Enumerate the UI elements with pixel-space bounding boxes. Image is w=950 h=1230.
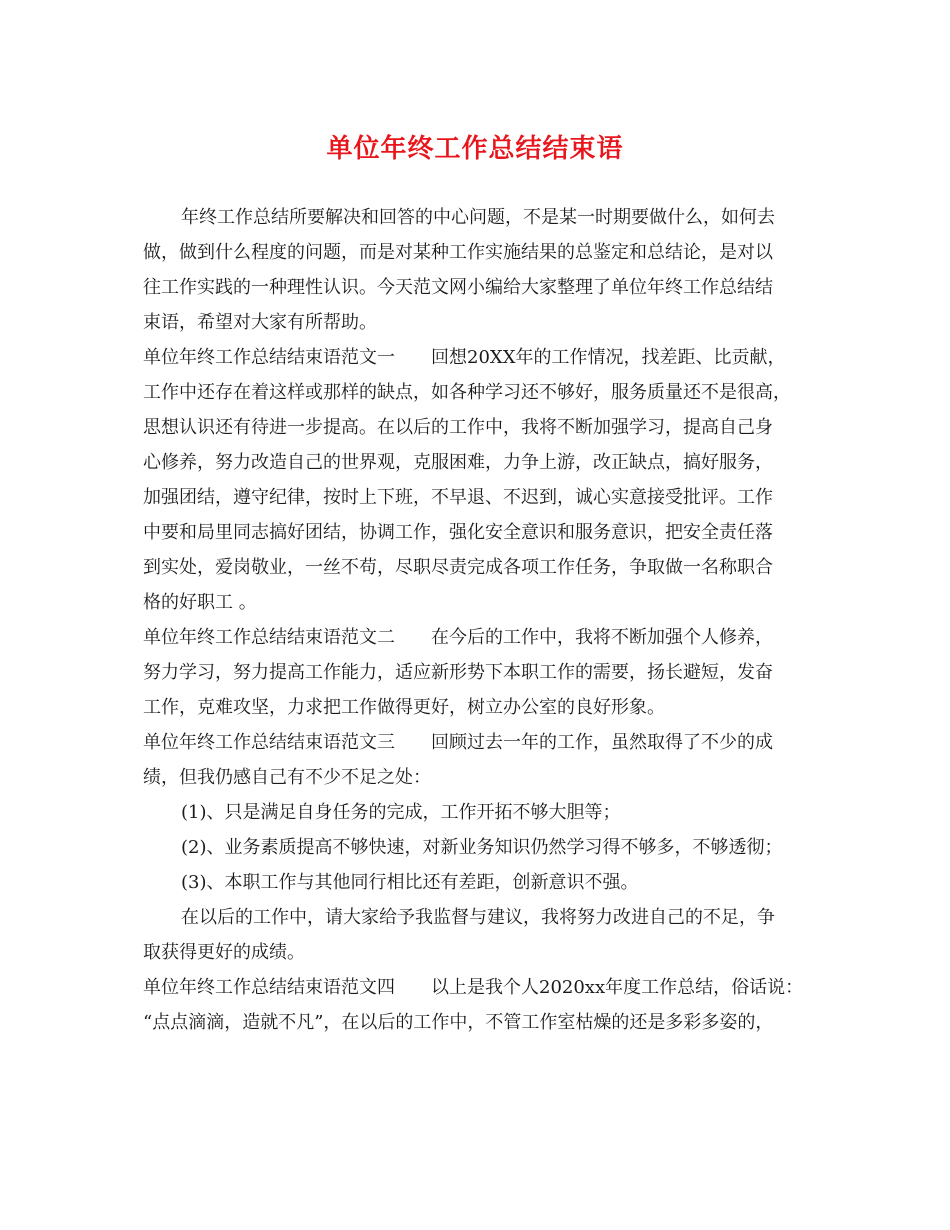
list-item: (3)、本职工作与其他同行相比还有差距，创新意识不强。: [181, 872, 639, 893]
text-line: 格的好职工 。: [143, 592, 257, 613]
text-line: 工作中还存在着这样或那样的缺点，如各种学习还不够好，服务质量还不是很高，: [143, 382, 791, 403]
text-line: 往工作实践的一种理性认识。今天范文网小编给大家整理了单位年终工作总结结: [143, 277, 773, 298]
text-line: 束语，希望对大家有所帮助。: [143, 312, 377, 333]
section-text: 在今后的工作中，我将不断加强个人修养，: [431, 627, 773, 648]
text-line: 做，做到什么程度的问题，而是对某种工作实施结果的总鉴定和总结论，是对以: [143, 242, 773, 263]
document-title: 单位年终工作总结结束语: [326, 134, 624, 164]
section-text: 回顾过去一年的工作，虽然取得了不少的成: [431, 732, 773, 753]
section-heading: 单位年终工作总结结束语范文一: [143, 347, 395, 368]
section-heading: 单位年终工作总结结束语范文四: [143, 977, 395, 998]
section-text: 以上是我个人2020xx年度工作总结，俗话说：: [431, 977, 804, 998]
list-item: (2)、业务素质提高不够快速，对新业务知识仍然学习得不够多，不够透彻；: [181, 837, 783, 858]
text-line: 取获得更好的成绩。: [143, 942, 305, 963]
text-line: 心修养，努力改造自己的世界观，克服困难，力争上游，改正缺点，搞好服务，: [143, 452, 773, 473]
text-line: 加强团结，遵守纪律，按时上下班，不早退、不迟到，诚心实意接受批评。工作: [143, 487, 773, 508]
text-line: 努力学习，努力提高工作能力，适应新形势下本职工作的需要，扬长避短，发奋: [143, 662, 773, 683]
section-heading: 单位年终工作总结结束语范文三: [143, 732, 395, 753]
text-line: 工作，克难攻坚，力求把工作做得更好，树立办公室的良好形象。: [143, 697, 665, 718]
text-line: 到实处，爱岗敬业，一丝不苟，尽职尽责完成各项工作任务，争取做一名称职合: [143, 557, 773, 578]
section-line: [143, 731, 773, 755]
section-line: [143, 346, 786, 370]
section-line: [143, 626, 773, 650]
list-item: (1)、只是满足自身任务的完成，工作开拓不够大胆等；: [181, 802, 621, 823]
section-text: 回想20XX年的工作情况，找差距、比贡献，: [431, 347, 786, 368]
text-line: 绩，但我仍感自己有不少不足之处：: [143, 767, 431, 788]
text-line: 在以后的工作中，请大家给予我监督与建议，我将努力改进自己的不足，争: [181, 907, 775, 928]
text-line: 中要和局里同志搞好团结，协调工作，强化安全意识和服务意识，把安全责任落: [143, 522, 773, 543]
text-line: “点点滴滴，造就不凡”，在以后的工作中，不管工作室枯燥的还是多彩多姿的，: [143, 1012, 774, 1033]
section-line: [143, 976, 803, 1000]
text-line: 思想认识还有待进一步提高。在以后的工作中，我将不断加强学习，提高自己身: [143, 417, 773, 438]
section-heading: 单位年终工作总结结束语范文二: [143, 627, 395, 648]
text-line: 年终工作总结所要解决和回答的中心问题，不是某一时期要做什么，如何去: [181, 207, 775, 228]
